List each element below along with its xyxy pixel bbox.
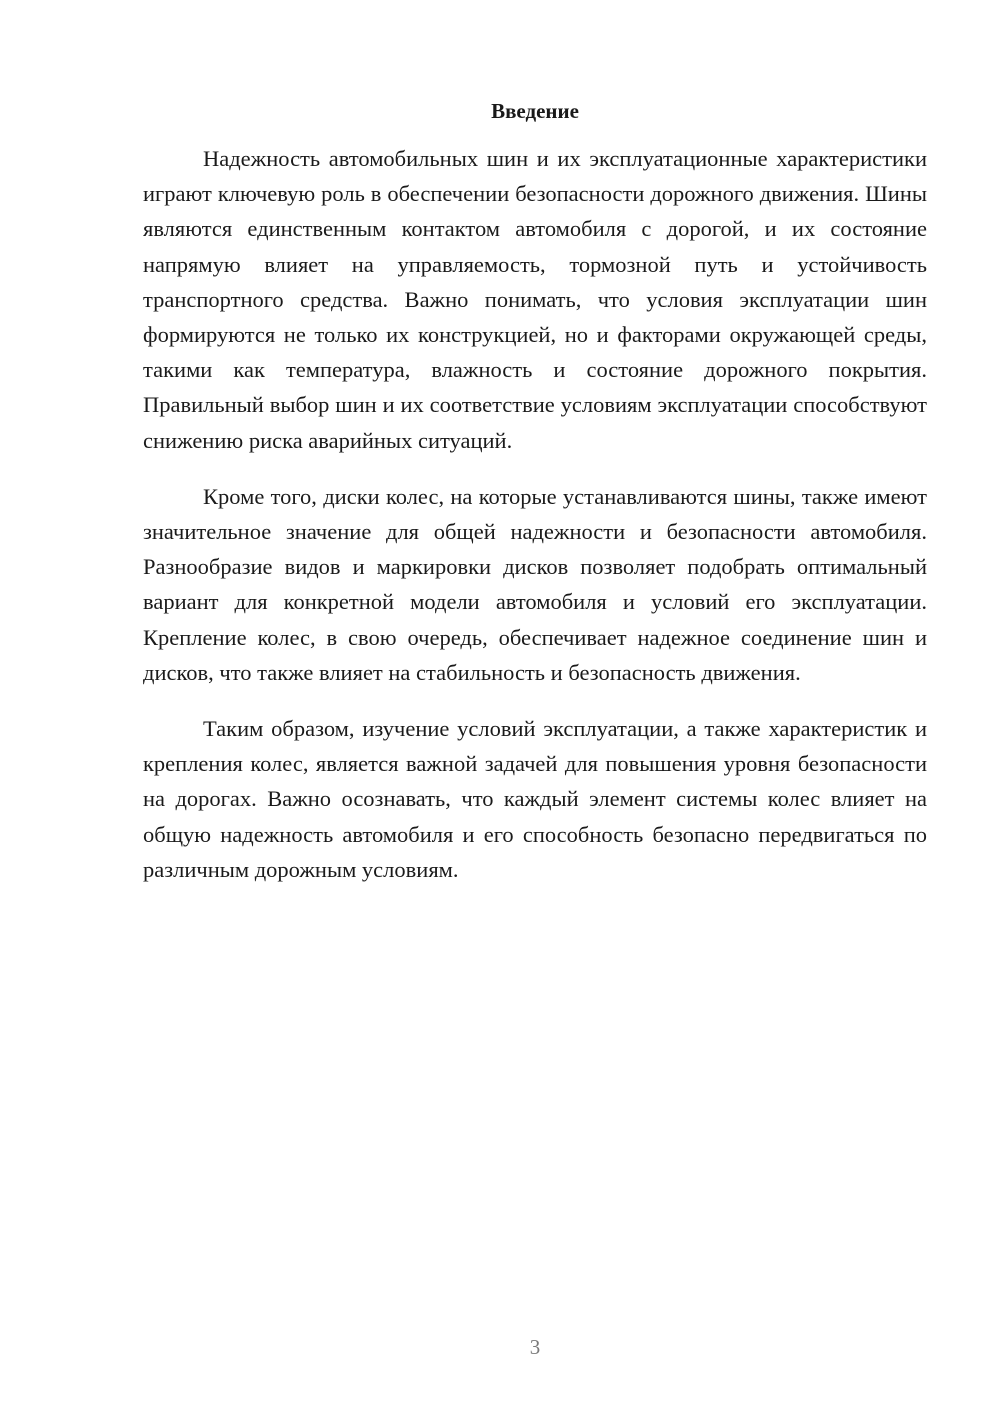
body-text [143,141,927,908]
page-number: 3 [529,1335,541,1359]
paragraph-2: Кроме того, диски колес, на которые устанавливаются шины, также имеют значительное значение для общей надежности и безопасности автомобиля. Разнообразие видов и маркировки дисков позволяет подобрать оптимальный вариант для конкретной модели автомобиля и условий его эксплуатации. Крепление колес, в свою очередь, обеспечивает надежное соединение шин и дисков, что также влияет на стабильность и безопасность движения. [143,483,927,685]
paragraph-3: Таким образом, изучение условий эксплуатации, а также характеристик и крепления колес, является важной задачей для повышения уровня безопасности на дорогах. Важно осознавать, что каждый элемент системы колес влияет на общую надежность автомобиля и его способность безопасно передвигаться по различным дорожным условиям. [143,716,927,882]
paragraph-1: Надежность автомобильных шин и их эксплуатационные характеристики играют ключевую роль в обеспечении безопасности дорожного движения. Шины являются единственным контактом автомобиля с дорогой, и их состояние напрямую влияет на управляемость, тормозной путь и устойчивость транспортного средства. Важно понимать, что условия эксплуатации шин формируются не только их конструкцией, но и факторами окружающей среды, такими как температура, влажность и состояние дорожного покрытия. Правильный выбор шин и их соответствие условиям эксплуатации способствуют снижению риска аварийных ситуаций. [143,146,927,453]
section-title: Введение [491,99,579,123]
